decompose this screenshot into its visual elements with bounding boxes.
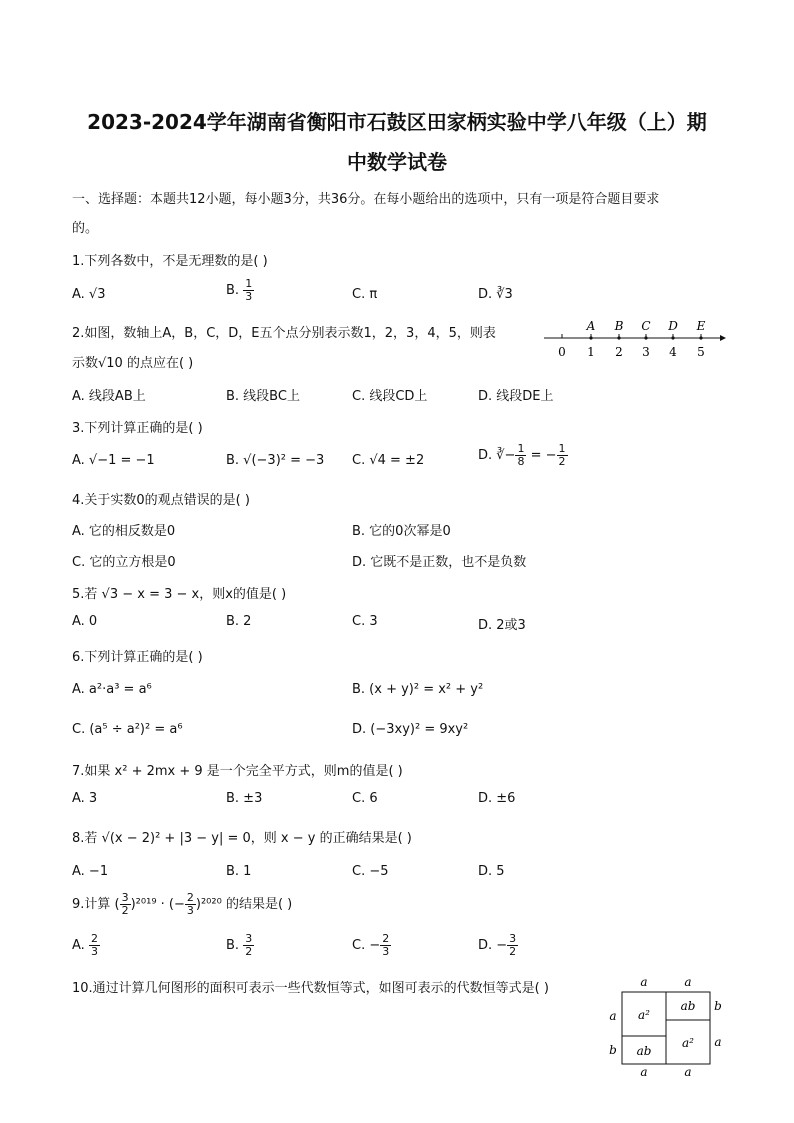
q7-stem: 7.如果 x² + 2mx + 9 是一个完全平方式，则m的值是( ) [72, 764, 403, 779]
q1-option-b: B. $\frac{1}{3}$ [226, 277, 253, 303]
q3-option-b: B. √(−3)² = −3 [226, 453, 325, 468]
q9-option-d: D. − $\frac{3}{2}$ [478, 932, 517, 958]
q2-option-c: C. 线段CD上 [352, 389, 428, 404]
fig-cell-bottom-right: a² [682, 1036, 694, 1050]
point-label-d: D [668, 319, 678, 333]
q6-option-b: B. (x + y)² = x² + y² [352, 682, 484, 697]
q4-stem: 4.关于实数0的观点错误的是( ) [72, 493, 250, 508]
tick-label-3: 3 [642, 345, 650, 359]
fig-cell-bottom-left: ab [636, 1044, 652, 1058]
q8-option-b: B. 1 [226, 864, 252, 879]
tick-label-2: 2 [615, 345, 623, 359]
section-instructions-cont: 的。 [72, 221, 99, 236]
section-instructions: 一、选择题：本题共12小题，每小题3分，共36分。在每小题给出的选项中，只有一项是符合题目要求 [72, 192, 660, 207]
q2-stem-line1: 2.如图，数轴上A，B，C，D，E五个点分别表示数1，2，3，4，5，则表 [72, 326, 496, 341]
q1-stem: 1.下列各数中，不是无理数的是( ) [72, 254, 268, 269]
q3-option-d: D. ∛− $\frac{1}{8}$ = − $\frac{1}{2}$ [478, 442, 566, 468]
point-label-e: E [696, 319, 706, 333]
fig-top-label-1: a [640, 975, 648, 989]
q2-stem-line2: 示数√10 的点应在( ) [72, 356, 194, 371]
q5-option-d: D. 2或3 [478, 618, 526, 633]
tick-label-5: 5 [697, 345, 705, 359]
q9-stem: 9.计算 ( $\frac{3}{2}$ )²⁰¹⁹ · (− $\frac{2}{3}$ )²⁰²⁰ 的结果是( ) [72, 891, 293, 917]
q4-option-d: D. 它既不是正数，也不是负数 [352, 555, 527, 570]
point-label-b: B [614, 319, 624, 333]
exam-title-line2: 中数学试卷 [347, 150, 447, 174]
q8-option-d: D. 5 [478, 864, 505, 879]
q9-option-b: B. $\frac{3}{2}$ [226, 932, 253, 958]
fig-cell-top-right: ab [680, 999, 696, 1013]
q1-option-c: C. π [352, 287, 378, 302]
q1-option-d: D. ∛3 [478, 287, 513, 302]
q5-option-c: C. 3 [352, 614, 378, 629]
fig-top-label-2: a [684, 975, 692, 989]
fig-bottom-label-2: a [684, 1065, 692, 1079]
q9-option-a: A. $\frac{2}{3}$ [72, 932, 98, 958]
q6-option-a: A. a²·a³ = a⁶ [72, 682, 152, 697]
q5-option-a: A. 0 [72, 614, 98, 629]
number-line-ticks [562, 334, 703, 340]
q10-stem: 10.通过计算几何图形的面积可表示一些代数恒等式，如图可表示的代数恒等式是( ) [72, 981, 549, 996]
q7-option-b: B. ±3 [226, 791, 263, 806]
q8-option-a: A. −1 [72, 864, 109, 879]
fraction: $\frac{1}{3}$ [245, 277, 253, 303]
q2-option-b: B. 线段BC上 [226, 389, 300, 404]
q7-option-a: A. 3 [72, 791, 98, 806]
q2-option-d: D. 线段DE上 [478, 389, 554, 404]
q3-stem: 3.下列计算正确的是( ) [72, 421, 203, 436]
tick-label-1: 1 [587, 345, 595, 359]
q6-stem: 6.下列计算正确的是( ) [72, 650, 203, 665]
fig-right-label-2: a [714, 1035, 722, 1049]
q6-option-c: C. (a⁵ ÷ a²)² = a⁶ [72, 722, 183, 737]
fig-bottom-label-1: a [640, 1065, 648, 1079]
q5-option-b: B. 2 [226, 614, 252, 629]
fig-left-label-2: b [609, 1043, 617, 1057]
number-line-figure [540, 316, 730, 360]
q5-stem: 5.若 √3 − x = 3 − x，则x的值是( ) [72, 587, 287, 602]
point-label-a: A [586, 319, 596, 333]
q3-option-a: A. √−1 = −1 [72, 453, 155, 468]
q8-stem: 8.若 √(x − 2)² + |3 − y| = 0，则 x − y 的正确结果是( ) [72, 831, 412, 846]
q9-option-c: C. − $\frac{2}{3}$ [352, 932, 390, 958]
q6-option-d: D. (−3xy)² = 9xy² [352, 722, 469, 737]
q2-option-a: A. 线段AB上 [72, 389, 146, 404]
q7-option-d: D. ±6 [478, 791, 516, 806]
exam-title-line1: 2023-2024学年湖南省衡阳市石鼓区田家柄实验中学八年级（上）期 [87, 110, 707, 134]
area-identity-figure [600, 972, 730, 1080]
fig-right-label-1: b [714, 999, 722, 1013]
q3-option-c: C. √4 = ±2 [352, 453, 425, 468]
tick-label-0: 0 [558, 345, 566, 359]
q4-option-a: A. 它的相反数是0 [72, 524, 176, 539]
q1-option-a: A. √3 [72, 287, 106, 302]
q8-option-c: C. −5 [352, 864, 389, 879]
fig-cell-top-left: a² [638, 1008, 650, 1022]
point-label-c: C [641, 319, 651, 333]
tick-label-4: 4 [669, 345, 677, 359]
q7-option-c: C. 6 [352, 791, 378, 806]
q4-option-b: B. 它的0次幂是0 [352, 524, 451, 539]
fig-left-label-1: a [609, 1009, 617, 1023]
q4-option-c: C. 它的立方根是0 [72, 555, 176, 570]
